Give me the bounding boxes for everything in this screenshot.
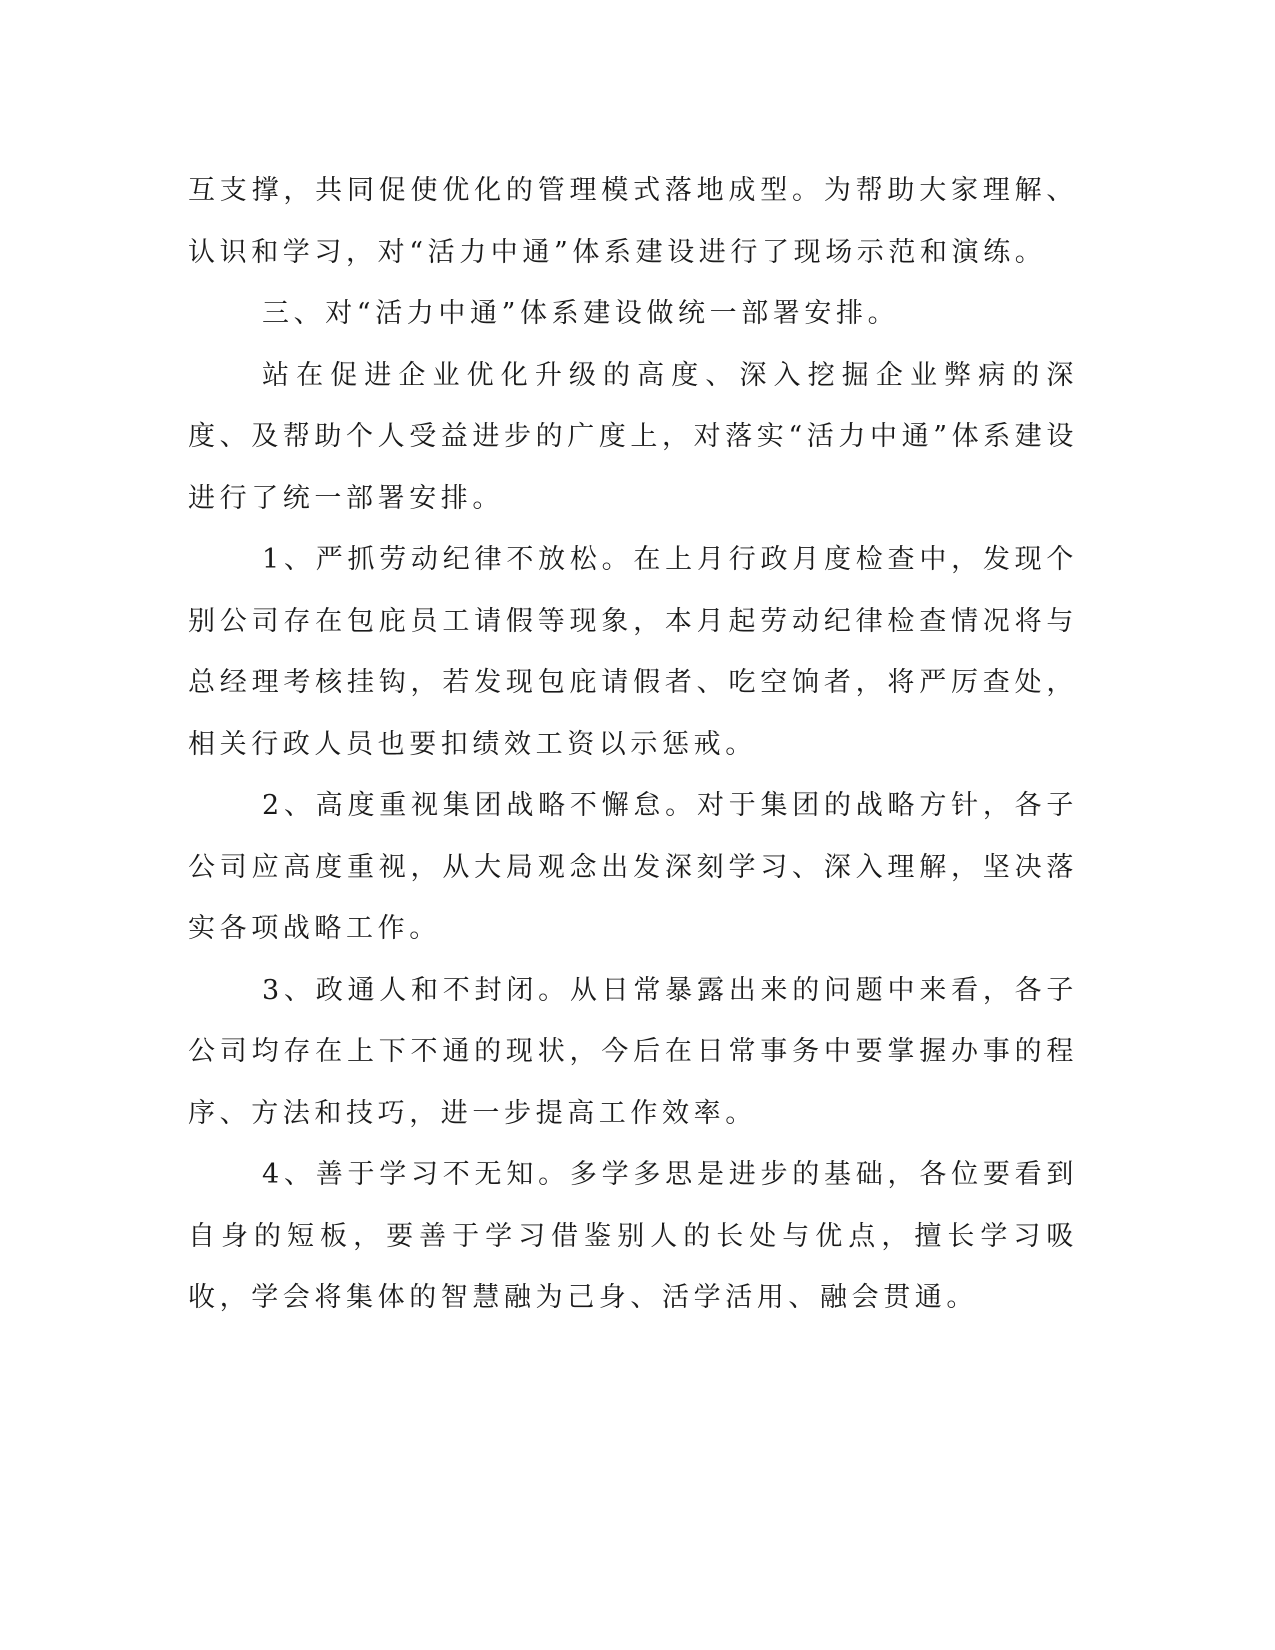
list-item-3: 3、政通人和不封闭。从日常暴露出来的问题中来看，各子公司均存在上下不通的现状，今后在日常事务中要掌握办事的程序、方法和技巧，进一步提高工作效率。 <box>188 974 1078 1129</box>
section-heading-three: 三、对“活力中通”体系建设做统一部署安排。 <box>262 298 900 329</box>
paragraph-deployment: 站在促进企业优化升级的高度、深入挖掘企业弊病的深度、及帮助个人受益进步的广度上，对落实“活力中通”体系建设进行了统一部署安排。 <box>188 359 1079 514</box>
list-item-4: 4、善于学习不无知。多学多思是进步的基础，各位要看到自身的短板，要善于学习借鉴别人的长处与优点，擅长学习吸收，学会将集体的智慧融为己身、活学活用、融会贯通。 <box>188 1159 1078 1313</box>
list-item-1: 1、严抓劳动纪律不放松。在上月行政月度检查中，发现个别公司存在包庇员工请假等现象，本月起劳动纪律检查情况将与总经理考核挂钩，若发现包庇请假者、吃空饷者，将严厉查处，相关行政人员也要扣绩效工资以示惩戒。 <box>188 544 1078 760</box>
document-body <box>188 160 1078 1329</box>
list-item-2: 2、高度重视集团战略不懈怠。对于集团的战略方针，各子公司应高度重视，从大局观念出发深刻学习、深入理解，坚决落实各项战略工作。 <box>188 790 1078 944</box>
paragraph-continuation: 互支撑，共同促使优化的管理模式落地成型。为帮助大家理解、认识和学习，对“活力中通”体系建设进行了现场示范和演练。 <box>188 175 1078 268</box>
